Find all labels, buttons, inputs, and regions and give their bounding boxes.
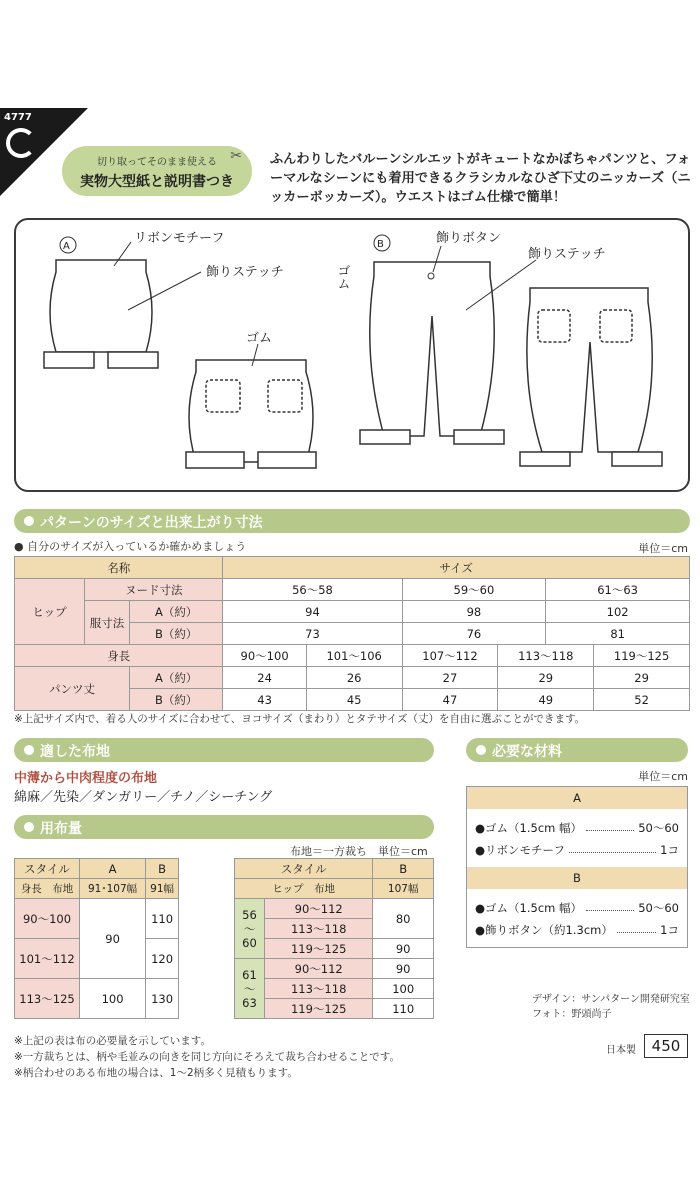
length-b-value: 52 xyxy=(594,689,690,711)
height-value: 107〜112 xyxy=(402,645,498,667)
a-stitch-label: 飾りステッチ xyxy=(206,265,284,280)
a-back-pocket-right xyxy=(268,380,302,412)
hip-label: ヒップ xyxy=(15,579,85,645)
badge-line2: 実物大型紙と説明書つき xyxy=(80,174,234,190)
fabric-section-title: 適した布地 xyxy=(40,744,110,760)
materials-section-title: 必要な材料 xyxy=(492,744,562,760)
fabric-label: 布地 xyxy=(52,883,74,895)
leader-dots xyxy=(617,922,656,933)
price-box: 450 xyxy=(644,1034,688,1058)
b-value: 80 xyxy=(373,899,434,939)
a-width-label: 91･107幅 xyxy=(80,879,146,899)
brand-swirl-icon xyxy=(6,128,36,158)
style-a-badge-label: A xyxy=(63,241,70,252)
size-header: サイズ xyxy=(223,557,690,579)
material-name: ●ゴム（1.5cm 幅） xyxy=(475,821,583,835)
height-value: 90〜100 xyxy=(223,645,306,667)
b-front-pants xyxy=(370,262,494,436)
style-b-label: B xyxy=(146,859,179,879)
height-value: 90〜112 xyxy=(265,899,373,919)
b-approx-label: B（約） xyxy=(130,623,223,645)
a-front-leg-band-right xyxy=(108,352,158,368)
material-item xyxy=(467,839,687,861)
name-header: 名称 xyxy=(15,557,223,579)
yardage-footnote: ※柄合わせのある布地の場合は、1〜2柄多く見積もります。 xyxy=(14,1067,298,1079)
length-a-value: 29 xyxy=(594,667,690,689)
yardage-footnote: ※上記の表は布の必要量を示しています。 xyxy=(14,1035,211,1047)
size-section-title: パターンのサイズと出来上がり寸法 xyxy=(40,515,263,531)
a-approx-label: A（約） xyxy=(130,667,223,689)
b-button-label: 飾りボタン xyxy=(436,231,502,246)
height-label: 身長 xyxy=(15,645,223,667)
b-value: 100 xyxy=(373,979,434,999)
fabric-list: 綿麻／先染／ダンガリー／チノ／シーチング xyxy=(14,790,273,805)
photo-credit: フォト：野頭尚子 xyxy=(532,1009,612,1020)
material-item xyxy=(467,919,687,941)
hip-label: ヒップ xyxy=(272,883,304,895)
a-back-leg-band-left xyxy=(186,452,244,468)
garment-label: 服寸法 xyxy=(85,601,130,645)
yardage-table-left xyxy=(14,858,179,1019)
material-item xyxy=(467,897,687,919)
height-value: 101〜106 xyxy=(306,645,402,667)
material-name: ●リボンモチーフ xyxy=(475,843,565,857)
credits xyxy=(532,992,690,1022)
b-back-leg-band-left xyxy=(520,452,570,466)
hip-b-value: 81 xyxy=(546,623,690,645)
yardage-footnotes xyxy=(14,1033,400,1081)
style-label: スタイル xyxy=(15,859,80,879)
size-unit: 単位＝cm xyxy=(638,542,688,555)
height-value: 90〜112 xyxy=(265,959,373,979)
badge-line1: 切り取ってそのまま使える xyxy=(97,157,217,168)
hip-group-2: 61 〜 63 xyxy=(235,959,265,1019)
a-approx-label: A（約） xyxy=(130,601,223,623)
yardage-section-title: 用布量 xyxy=(40,821,82,837)
illustration-panel xyxy=(14,218,690,492)
style-label: スタイル xyxy=(235,859,373,879)
b-front-leg-band-right xyxy=(454,430,504,444)
leader-dots xyxy=(569,842,656,853)
materials-unit: 単位＝cm xyxy=(638,770,688,783)
b-elastic-label: ゴム xyxy=(334,264,350,290)
a-value: 100 xyxy=(80,979,146,1019)
material-name: ●ゴム（1.5cm 幅） xyxy=(475,901,583,915)
b-back-pocket-right xyxy=(600,310,632,342)
pattern-number: 4777 xyxy=(4,112,32,123)
a-front-leg-band-left xyxy=(44,352,94,368)
design-credit: デザイン：サンパターン開発研究室 xyxy=(532,994,690,1005)
pants-length-label: パンツ丈 xyxy=(15,667,130,711)
length-b-value: 45 xyxy=(306,689,402,711)
section-dot-icon xyxy=(24,745,34,755)
length-a-value: 24 xyxy=(223,667,306,689)
b-back-leg-band-right xyxy=(612,452,662,466)
b-value: 90 xyxy=(373,959,434,979)
style-b-label: B xyxy=(373,859,434,879)
hip-a-value: 98 xyxy=(402,601,546,623)
size-footnote: ※上記サイズ内で、着る人のサイズに合わせて、ヨコサイズ（まわり）とタテサイズ（丈）を自由に選ぶことができます。 xyxy=(14,713,586,725)
material-value: 1コ xyxy=(660,923,679,937)
hip-a-value: 102 xyxy=(546,601,690,623)
length-b-value: 49 xyxy=(498,689,594,711)
yardage-footnote: ※一方裁ちとは、柄や毛並みの向きを同じ方向にそろえて裁ち合わせることです。 xyxy=(14,1051,400,1063)
size-note: ● 自分のサイズが入っているか確かめましょう xyxy=(14,540,247,553)
b-value: 110 xyxy=(146,899,179,939)
a-back-leg-band-right xyxy=(258,452,316,468)
length-a-value: 27 xyxy=(402,667,498,689)
size-section-header xyxy=(14,509,690,533)
nude-value: 59〜60 xyxy=(402,579,546,601)
b-front-leg-band-left xyxy=(360,430,410,444)
pants-illustration xyxy=(16,220,692,494)
a-back-pocket-left xyxy=(206,380,240,412)
b-width2-label: 107幅 xyxy=(373,879,434,899)
height-label: 身長 xyxy=(20,883,42,895)
height-value: 113〜125 xyxy=(15,979,80,1019)
size-note-text: 自分のサイズが入っているか確かめましょう xyxy=(27,540,247,553)
materials-box xyxy=(466,786,688,948)
hip-b-value: 73 xyxy=(223,623,402,645)
length-a-value: 26 xyxy=(306,667,402,689)
nude-value: 56〜58 xyxy=(223,579,402,601)
hip-fabric-label xyxy=(235,879,373,899)
b-value: 90 xyxy=(373,939,434,959)
leader-dots xyxy=(586,900,634,911)
nude-value: 61〜63 xyxy=(546,579,690,601)
height-fabric-label xyxy=(15,879,80,899)
materials-a-header: A xyxy=(467,787,687,809)
material-item xyxy=(467,817,687,839)
b-value: 120 xyxy=(146,939,179,979)
height-value: 90〜100 xyxy=(15,899,80,939)
b-back-pocket-left xyxy=(538,310,570,342)
hip-group-1: 56 〜 60 xyxy=(235,899,265,959)
b-value: 130 xyxy=(146,979,179,1019)
height-value: 113〜118 xyxy=(265,979,373,999)
section-dot-icon xyxy=(24,516,34,526)
height-value: 119〜125 xyxy=(594,645,690,667)
height-value: 113〜118 xyxy=(265,919,373,939)
hip-b-value: 76 xyxy=(402,623,546,645)
hip-a-value: 94 xyxy=(223,601,402,623)
b-button-dot xyxy=(428,273,434,279)
height-value: 119〜125 xyxy=(265,999,373,1019)
length-b-value: 43 xyxy=(223,689,306,711)
b-stitch-label: 飾りステッチ xyxy=(528,247,606,262)
materials-b-header: B xyxy=(467,867,687,889)
scissors-icon: ✂ xyxy=(230,148,242,164)
fabric-label: 布地 xyxy=(314,883,336,895)
height-value: 113〜118 xyxy=(498,645,594,667)
b-value: 110 xyxy=(373,999,434,1019)
material-value: 50〜60 xyxy=(638,901,679,915)
made-in-label: 日本製 xyxy=(606,1045,636,1056)
fabric-subtitle: 中薄から中肉程度の布地 xyxy=(14,771,158,786)
b-approx-label: B（約） xyxy=(130,689,223,711)
section-dot-icon xyxy=(476,745,486,755)
a-merged-value: 90 xyxy=(80,899,146,979)
size-table xyxy=(14,556,690,711)
material-value: 1コ xyxy=(660,843,679,857)
fabric-section-header xyxy=(14,738,434,762)
b-width-label: 91幅 xyxy=(146,879,179,899)
yardage-note: 布地＝一方裁ち 単位＝cm xyxy=(290,845,428,858)
style-a-label: A xyxy=(80,859,146,879)
leader-dots xyxy=(586,820,634,831)
intro-text: ふんわりしたバルーンシルエットがキュートなかぼちゃパンツと、フォーマルなシーンにも着用できるクラシカルなひざ下丈のニッカーズ（ニッカーボッカーズ）。ウエストはゴム仕様で簡単！ xyxy=(270,152,691,205)
material-name: ●飾りボタン（約1.3cm） xyxy=(475,923,613,937)
yardage-table-right xyxy=(234,858,434,1019)
section-dot-icon xyxy=(24,822,34,832)
yardage-section-header xyxy=(14,815,434,839)
length-b-value: 47 xyxy=(402,689,498,711)
materials-section-header xyxy=(466,738,688,762)
a-ribbon-label: リボンモチーフ xyxy=(134,231,225,246)
height-value: 119〜125 xyxy=(265,939,373,959)
a-elastic-label: ゴム xyxy=(246,331,273,346)
length-a-value: 29 xyxy=(498,667,594,689)
material-value: 50〜60 xyxy=(638,821,679,835)
height-value: 101〜112 xyxy=(15,939,80,979)
nude-label: ヌード寸法 xyxy=(85,579,223,601)
full-size-pattern-badge xyxy=(62,146,252,196)
style-b-badge-label: B xyxy=(377,239,384,250)
